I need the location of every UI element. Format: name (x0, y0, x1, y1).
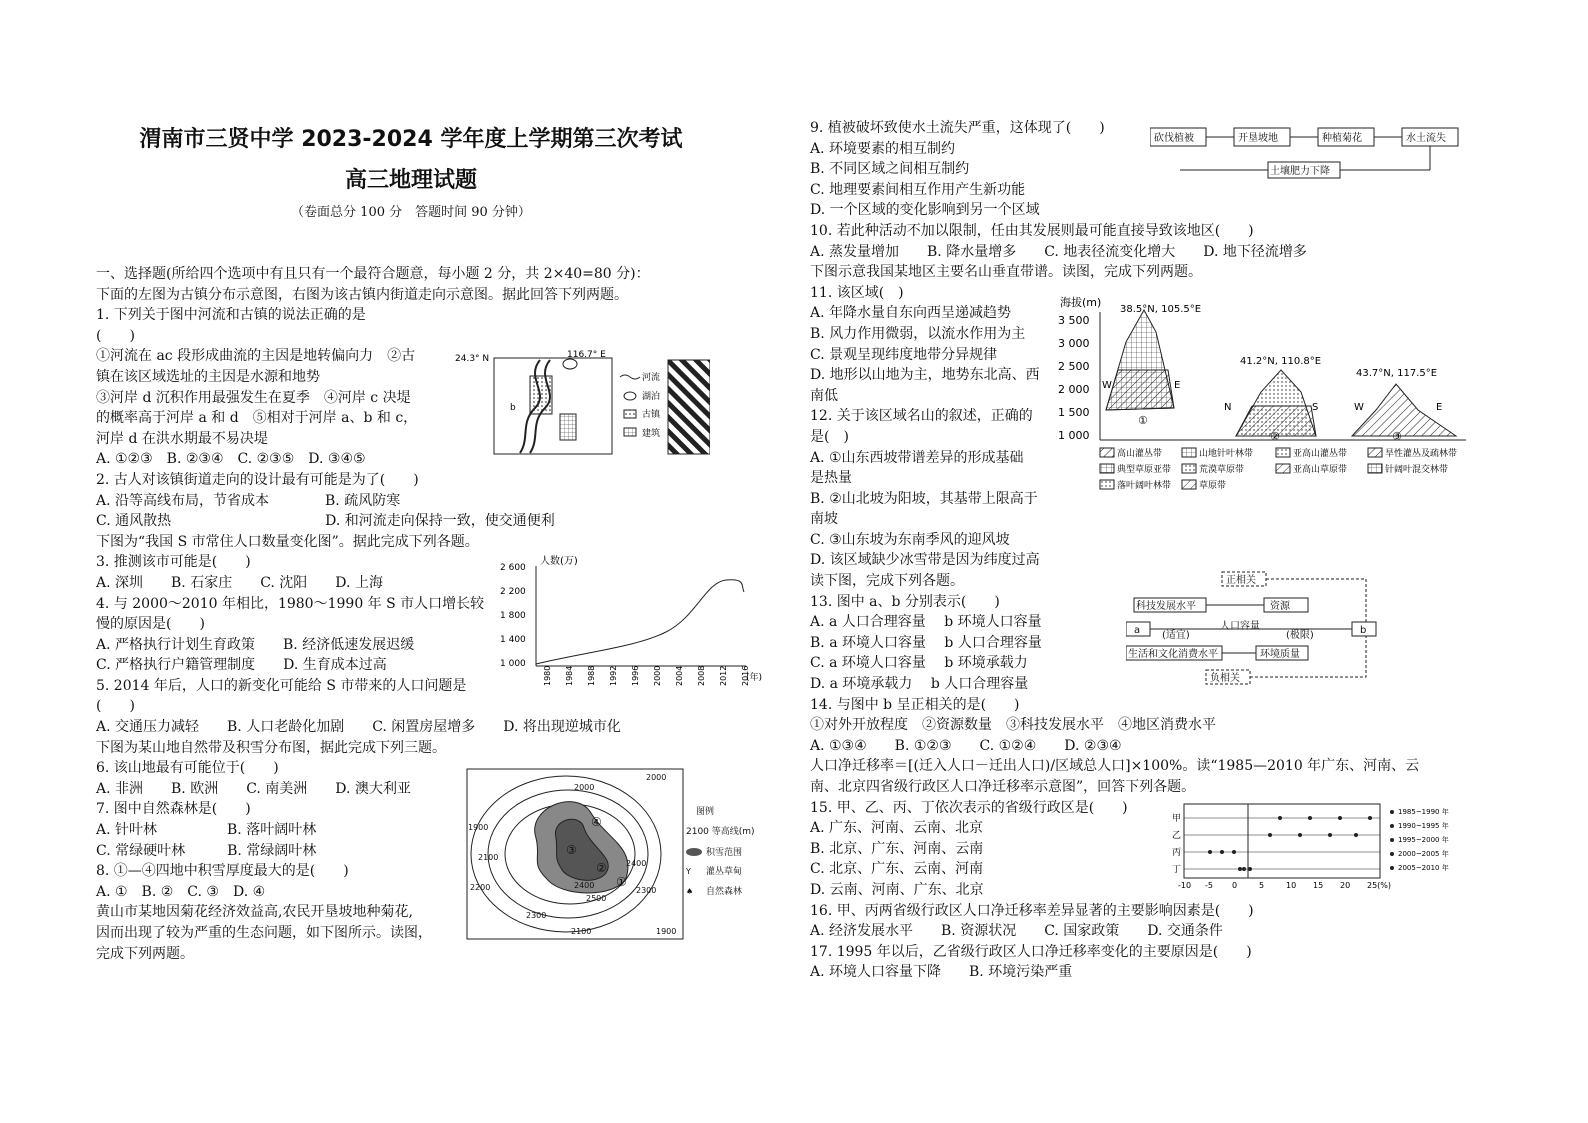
mig-mark (1248, 867, 1252, 871)
text-line: 黄山市某地因菊花经济效益高,农民开垦坡地种菊花, (96, 904, 413, 921)
snow-map (466, 768, 755, 944)
text-line: A. 深圳 B. 石家庄 C. 沈阳 D. 上海 (96, 574, 383, 591)
mtn-ytick: 2 000 (1058, 383, 1090, 396)
text-line: A. 广东、河南、云南、北京 (810, 820, 984, 837)
contour-2200-left: 2200 (470, 883, 491, 892)
text-line: B. 北京、广东、河南、云南 (810, 840, 984, 857)
text-line: A. ①③④ B. ①②③ C. ①②④ D. ②③④ (810, 737, 1122, 754)
text-line: ( ) (96, 327, 135, 344)
mig-mark (1232, 850, 1236, 854)
peak-2-coord: 41.2°N, 110.8°E (1240, 356, 1322, 367)
text-line: B. a 环境人口容量 b 人口合理容量 (810, 634, 1042, 651)
mtn-ytick: 3 500 (1058, 314, 1090, 327)
pop-xtick: 1992 (609, 665, 618, 686)
text-line: C. ③山东坡为东南季风的迎风坡 (810, 531, 1010, 548)
text-line: A. ①②③ B. ②③④ C. ②③⑤ D. ③④⑤ (96, 451, 366, 468)
pop-ytick: 1 800 (500, 611, 526, 621)
text-line: D. 一个区域的变化影响到另一个区域 (810, 202, 1040, 219)
text-line: 南、北京四省级行政区人口净迁移率示意图”，回答下列各题。 (810, 779, 1196, 795)
text-line: 慢的原因是( ) (96, 616, 205, 633)
mig-legend-label: 1995~2000 年 (1398, 836, 1449, 844)
text-line: A. 蒸发量增加 B. 降水量增多 C. 地表径流变化增大 D. 地下径流增多 (810, 243, 1307, 260)
population-chart (496, 552, 776, 692)
contour-2100-left: 2100 (478, 853, 499, 862)
contour-2000-right: 2000 (646, 773, 667, 782)
mig-xtick: 15 (1313, 881, 1324, 890)
text-line: 河岸 d 在洪水期最不易决堤 (96, 430, 268, 447)
pop-xtick: 2000 (653, 665, 662, 686)
text-line: D. 云南、河南、广东、北京 (810, 881, 984, 898)
cap-positive: 正相关 (1226, 575, 1256, 586)
mtn-legend-swatch (1100, 480, 1114, 489)
text-line: 3. 推测该市可能是( ) (96, 554, 251, 571)
mig-mark (1298, 833, 1302, 837)
mtn-legend-label: 高山灌丛带 (1117, 449, 1163, 459)
mig-mark (1368, 816, 1372, 820)
text-line: 15. 甲、乙、丙、丁依次表示的省级行政区是( ) (810, 799, 1128, 816)
mig-xtick: -10 (1178, 881, 1192, 890)
erosion-flow (1150, 124, 1460, 188)
mtn-ytick: 3 000 (1058, 337, 1090, 350)
snow-legend-snow: 积雪范围 (706, 848, 743, 858)
capacity-diagram (1126, 570, 1386, 690)
pop-xtick: 2016 (741, 665, 750, 686)
contour-2100-bottom: 2100 (571, 927, 592, 936)
text-line: 下图为某山地自然带及积雪分布图，据此完成下列三题。 (96, 739, 446, 756)
cap-a: a (1134, 625, 1141, 636)
mtn-legend-label: 山地针叶林带 (1199, 449, 1254, 459)
pop-ytick: 2 200 (500, 587, 526, 597)
text-line: ③河岸 d 沉积作用最强发生在夏季 ④河岸 c 决堤 (96, 389, 411, 406)
text-line: C. 常绿硬叶林 B. 常绿阔叶林 (96, 842, 317, 859)
mig-mark (1220, 850, 1224, 854)
mtn-ytick: 2 500 (1058, 360, 1090, 373)
legend-building: 建筑 (642, 429, 661, 439)
mtn-legend-label: 亚高山灌丛带 (1293, 449, 1348, 459)
text-line: C. 通风散热 D. 和河流走向保持一致，使交通便利 (96, 513, 555, 530)
mig-legend-marker (1390, 866, 1394, 870)
cap-tech: 科技发展水平 (1136, 601, 1196, 612)
text-line: ( ) (96, 698, 135, 715)
text-line: 9. 植被破坏致使水土流失严重，这体现了( ) (810, 120, 1105, 136)
side-e-3: E (1436, 402, 1443, 413)
cap-negative: 负相关 (1210, 673, 1240, 684)
mtn-legend-swatch (1368, 464, 1382, 473)
side-n-2: N (1224, 402, 1232, 413)
cap-b: b (1360, 625, 1367, 636)
snow-legend-title: 图例 (696, 807, 715, 817)
mtn-legend-swatch (1368, 448, 1382, 457)
text-line: B. 不同区域之间相互制约 (810, 161, 970, 178)
text-line: 16. 甲、丙两省级行政区人口净迁移率差异显著的主要影响因素是( ) (810, 902, 1254, 919)
point-4: ④ (591, 815, 602, 829)
cap-environment: 环境质量 (1260, 649, 1300, 660)
snow-legend-shrub-icon: Y (686, 867, 691, 876)
exam-note: （卷面总分 100 分 答题时间 90 分钟） (291, 205, 531, 220)
peak-3-coord: 43.7°N, 117.5°E (1356, 368, 1438, 379)
flow-box-3: 种植菊花 (1322, 133, 1362, 144)
legend-town: 古镇 (642, 410, 661, 420)
mig-xtick: -5 (1205, 881, 1213, 890)
snow-legend-tree-icon: ♠ (686, 887, 694, 896)
mig-legend-label: 1985~1990 年 (1398, 808, 1449, 816)
mig-xtick: 0 (1232, 881, 1238, 890)
mig-legend-marker (1390, 824, 1394, 828)
flow-box-5: 土壤肥力下降 (1270, 166, 1330, 177)
cap-resource: 资源 (1270, 601, 1290, 612)
text-line: 下面的左图为古镇分布示意图，右图为该古镇内街道走向示意图。据此回答下列两题。 (96, 286, 628, 303)
contour-2400-right: 2400 (626, 859, 647, 868)
text-line: A. 交通压力减轻 B. 人口老龄化加剧 C. 闲置房屋增多 D. 将出现逆城市化 (96, 719, 621, 736)
mtn-legend-swatch (1100, 448, 1114, 457)
snow-legend-forest: 自然森林 (706, 887, 743, 897)
contour-2000-top: 2000 (574, 783, 595, 792)
mtn-legend-label: 典型草原亚带 (1117, 465, 1172, 475)
side-e-1: E (1174, 380, 1181, 391)
text-line: 下图示意我国某地区主要名山垂直带谱。读图，完成下列两题。 (810, 264, 1202, 281)
text-line: 南坡 (810, 511, 838, 528)
mtn-ytick: 1 500 (1058, 406, 1090, 419)
pop-xtick: 2004 (675, 665, 684, 686)
text-line: 4. 与 2000～2010 年相比，1980～1990 年 S 市人口增长较 (96, 595, 485, 612)
point-3: ③ (566, 843, 577, 857)
mountain-2: ② (1270, 430, 1280, 443)
text-line: C. a 环境人口容量 b 环境承载力 (810, 655, 1028, 672)
contour-1900-left: 1900 (468, 823, 489, 832)
point-1: ① (616, 875, 627, 889)
exam-subtitle: 高三地理试题 (344, 168, 477, 193)
mig-mark (1238, 867, 1242, 871)
text-line: 5. 2014 年后，人口的新变化可能给 S 市带来的人口问题是 (96, 677, 467, 694)
text-line: 下图为“我国 S 市常住人口数量变化图”。据此完成下列各题。 (96, 533, 479, 550)
cap-suitable: (适宜) (1162, 630, 1190, 641)
flow-box-1: 砍伐植被 (1154, 133, 1194, 144)
mig-legend-label: 2005~2010 年 (1398, 864, 1449, 872)
pop-ylabel: 人数(万) (540, 556, 578, 567)
text-line: ①河流在 ac 段形成曲流的主因是地转偏向力 ②古 (96, 348, 416, 365)
mtn-legend-swatch (1276, 464, 1290, 473)
text-line: 一、选择题(所给四个选项中有且只有一个最符合题意，每小题 2 分，共 2×40=80 分)： (96, 266, 650, 282)
mig-row-label: 丁 (1172, 865, 1182, 875)
text-line: 13. 图中 a、b 分别表示( ) (810, 593, 1000, 610)
text-line: 人口净迁移率＝[(迁入人口－迁出人口)/区域总人口]×100%。读“1985—2010 年广东、河南、云 (810, 758, 1420, 775)
mig-mark (1308, 816, 1312, 820)
mig-row-label: 丙 (1172, 848, 1182, 858)
pop-xtick: 2008 (697, 665, 706, 686)
text-line: 2. 古人对该镇街道走向的设计最有可能是为了( ) (96, 471, 419, 488)
mtn-legend-label: 落叶阔叶林带 (1117, 481, 1172, 491)
pop-ytick: 1 400 (500, 635, 526, 645)
text-line: 是( ) (810, 428, 849, 445)
flow-box-2: 开垦坡地 (1238, 133, 1278, 144)
mig-xtick: 5 (1259, 881, 1265, 890)
mig-mark (1268, 833, 1272, 837)
mtn-legend-label: 荒漠草原带 (1199, 465, 1245, 475)
text-line: 14. 与图中 b 呈正相关的是( ) (810, 696, 1020, 713)
contour-2300-right: 2300 (636, 886, 657, 895)
text-line: 镇在该区域选址的主因是水源和地势 (96, 368, 320, 385)
mtn-legend-swatch (1182, 448, 1196, 457)
pop-xunit: (年) (746, 673, 763, 683)
text-line: A. 沿等高线布局，节省成本 B. 疏风防寒 (96, 492, 401, 509)
text-line: ①对外开放程度 ②资源数量 ③科技发展水平 ④地区消费水平 (810, 717, 1216, 734)
snow-legend-shrub: 灌丛草甸 (706, 867, 743, 877)
mountain-1: ① (1138, 414, 1148, 427)
mig-xtick: 20 (1340, 881, 1351, 890)
text-line: 读下图，完成下列各题。 (810, 573, 964, 590)
mtn-legend-swatch (1276, 448, 1290, 457)
text-line: C. 北京、广东、云南、河南 (810, 861, 984, 878)
text-line: A. 严格执行计划生育政策 B. 经济低速发展迟缓 (96, 636, 415, 653)
mountain-zones-figure (1056, 292, 1476, 506)
mtn-legend-label: 旱性灌丛及疏林带 (1385, 449, 1458, 459)
text-line: A. 年降水量自东向西呈递减趋势 (810, 305, 1012, 322)
contour-2300-bottom: 2300 (526, 911, 547, 920)
text-line: B. 风力作用微弱，以流水作用为主 (810, 325, 1026, 342)
pop-xtick: 1984 (565, 665, 574, 686)
text-line: D. 地形以山地为主，地势东北高、西 (810, 367, 1040, 384)
text-line: 的概率高于河岸 a 和 d ⑤相对于河岸 a、b 和 c， (96, 410, 418, 427)
text-line: A. 非洲 B. 欧洲 C. 南美洲 D. 澳大利亚 (96, 780, 411, 797)
text-line: A. 经济发展水平 B. 资源状况 C. 国家政策 D. 交通条件 (810, 923, 1223, 940)
contour-2400-inner: 2400 (574, 881, 595, 890)
text-line: 12. 关于该区域名山的叙述，正确的 (810, 408, 1033, 425)
legend-lake: 湖泊 (642, 392, 661, 402)
mtn-legend-label: 草原带 (1199, 481, 1227, 491)
peak-1-coord: 38.5°N, 105.5°E (1120, 304, 1202, 315)
text-line: A. 针叶林 B. 落叶阔叶林 (96, 822, 317, 839)
side-w-3: W (1354, 402, 1364, 413)
pop-xtick: 1980 (543, 665, 552, 686)
text-line: A. 环境人口容量下降 B. 环境污染严重 (810, 964, 1073, 981)
exam-title: 渭南市三贤中学 2023-2024 学年度上学期第三次考试 (139, 127, 683, 152)
flow-box-4: 水土流失 (1406, 133, 1446, 144)
mtn-ytick: 1 000 (1058, 429, 1090, 442)
mig-mark (1338, 816, 1342, 820)
mig-mark (1328, 833, 1332, 837)
mig-mark (1278, 816, 1282, 820)
text-line: C. 严格执行户籍管理制度 D. 生育成本过高 (96, 657, 387, 674)
pop-ytick: 2 600 (500, 563, 526, 573)
legend-river: 河流 (642, 373, 661, 383)
text-line: D. 该区域缺少冰雪带是因为纬度过高 (810, 552, 1040, 569)
mig-row-label: 乙 (1172, 831, 1182, 841)
latitude-label: 24.3° N (455, 354, 490, 364)
mig-mark (1354, 833, 1358, 837)
contour-1900-right: 1900 (656, 927, 677, 936)
text-line: 17. 1995 年以后，乙省级行政区人口净迁移率变化的主要原因是( ) (810, 943, 1252, 960)
mig-legend-marker (1390, 852, 1394, 856)
text-line: B. ②山北坡为阳坡，其基带上限高于 (810, 490, 1038, 507)
mig-mark (1208, 850, 1212, 854)
mig-xtick: 10 (1286, 881, 1297, 890)
migration-chart (1170, 802, 1460, 896)
mig-legend-label: 1990~1995 年 (1398, 822, 1449, 830)
text-line: 南低 (810, 387, 838, 404)
town-figure (440, 348, 710, 462)
cap-population: 人口容量 (1220, 621, 1260, 632)
point-2: ② (596, 861, 607, 875)
cap-limit: (极限) (1286, 630, 1314, 641)
mtn-ylabel: 海拔(m) (1060, 296, 1102, 309)
text-line: C. 地理要素间相互作用产生新功能 (810, 181, 1026, 198)
mountain-3: ③ (1392, 430, 1402, 443)
text-line: A. a 人口合理容量 b 环境人口容量 (810, 614, 1042, 631)
text-line: 1. 下列关于图中河流和古镇的说法正确的是 (96, 307, 366, 324)
text-line: 8. ①—④四地中积雪厚度最大的是( ) (96, 863, 349, 880)
mtn-legend-swatch (1100, 464, 1114, 473)
text-line: 7. 图中自然森林是( ) (96, 801, 251, 818)
pop-xtick: 2012 (719, 665, 728, 686)
text-line: A. ①山东西坡带谱差异的形成基础 (810, 449, 1024, 466)
mig-legend-marker (1390, 838, 1394, 842)
pop-xtick: 1988 (587, 665, 596, 686)
text-line: A. ① B. ② C. ③ D. ④ (96, 883, 266, 900)
pop-xtick: 1996 (631, 665, 640, 686)
text-line: 因而出现了较为严重的生态问题，如下图所示。读图， (96, 925, 432, 941)
pop-ytick: 1 000 (500, 659, 526, 669)
mig-mark (1242, 867, 1246, 871)
side-w-1: W (1102, 380, 1112, 391)
mtn-legend-swatch (1182, 480, 1196, 489)
contour-2500: 2500 (586, 894, 607, 903)
text-line: 6. 该山地最有可能位于( ) (96, 760, 279, 777)
mtn-legend-label: 亚高山草原带 (1293, 465, 1348, 475)
side-s-2: S (1312, 402, 1319, 413)
mtn-legend-swatch (1182, 464, 1196, 473)
mtn-legend-label: 针阔叶混交林带 (1385, 465, 1449, 475)
mig-row-label: 甲 (1172, 814, 1182, 824)
mig-legend-marker (1390, 810, 1394, 814)
text-line: C. 景观呈现纬度地带分异规律 (810, 346, 998, 363)
mig-legend-label: 2000~2005 年 (1398, 850, 1449, 858)
text-line: 10. 若此种活动不加以限制，任由其发展则最可能直接导致该地区( ) (810, 222, 1254, 239)
snow-legend-contour: 2100 等高线(m) (686, 827, 755, 837)
text-line: 是热量 (810, 470, 852, 487)
text-line: 完成下列两题。 (96, 945, 194, 962)
mig-xtick: 25(%) (1367, 881, 1392, 890)
text-line: A. 环境要素的相互制约 (810, 140, 956, 157)
longitude-label: 116.7° E (567, 350, 606, 360)
text-line: D. a 环境承载力 b 人口合理容量 (810, 676, 1029, 693)
label-b: b (510, 403, 516, 413)
cap-living: 生活和文化消费水平 (1128, 649, 1218, 660)
text-line: 11. 该区域( ) (810, 284, 904, 301)
